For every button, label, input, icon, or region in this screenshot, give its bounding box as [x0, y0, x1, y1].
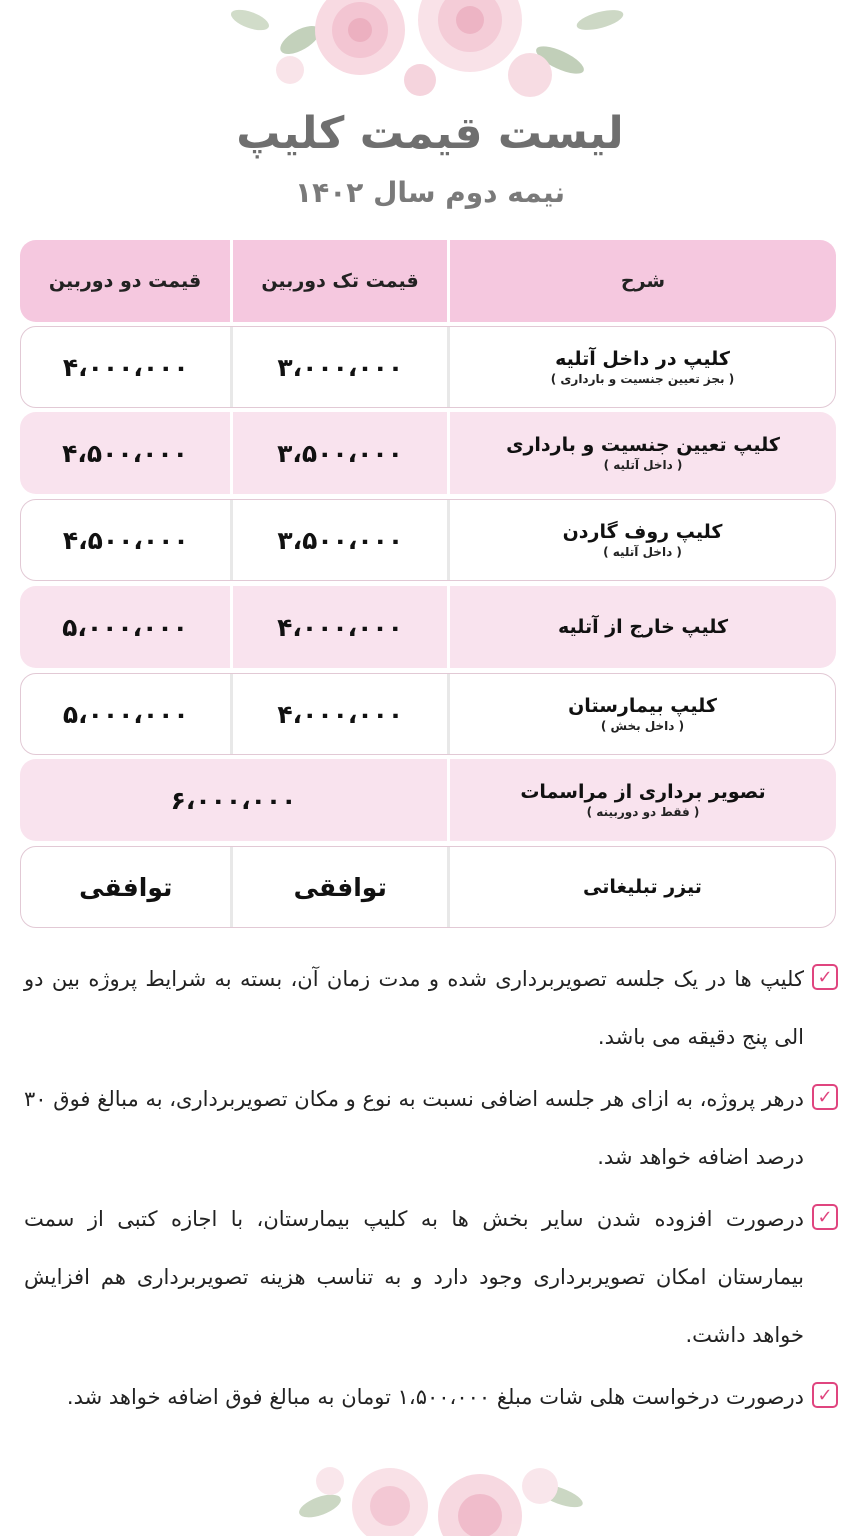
double-camera-price: ۵،۰۰۰،۰۰۰: [62, 699, 189, 729]
row-title: کلیپ روف گاردن: [562, 521, 723, 543]
single-camera-price: ۴،۰۰۰،۰۰۰: [230, 586, 450, 668]
checkbox-checked-icon: ✓: [812, 964, 838, 990]
list-item: [18, 1190, 838, 1364]
table-row: [20, 586, 836, 668]
row-title: تصویر برداری از مراسمات: [520, 781, 766, 803]
list-item: [18, 1070, 838, 1186]
note-text: درهر پروژه، به ازای هر جلسه اضافی نسبت به نوع و مکان تصویربرداری، به مبالغ فوق ۳۰ درصد اضافه خواهد شد.: [24, 1087, 804, 1169]
table-row: [20, 412, 836, 494]
notes-list: [18, 950, 838, 1430]
row-note: ( بجز تعیین جنسیت و بارداری ): [550, 372, 735, 386]
note-text: درصورت درخواست هلی شات مبلغ ۱،۵۰۰،۰۰۰ تومان به مبالغ فوق اضافه خواهد شد.: [66, 1385, 804, 1409]
checkbox-checked-icon: ✓: [812, 1204, 838, 1230]
row-note: ( داخل بخش ): [600, 719, 685, 733]
table-row: [20, 499, 836, 581]
flower-bouquet-icon: [0, 0, 860, 110]
table-header-row: [20, 240, 836, 322]
double-camera-price: ۴،۰۰۰،۰۰۰: [62, 352, 189, 382]
double-camera-price: ۴،۵۰۰،۰۰۰: [62, 438, 188, 468]
page-subtitle: نیمه دوم سال ۱۴۰۲: [295, 176, 565, 209]
single-camera-price: ۳،۰۰۰،۰۰۰: [230, 327, 449, 407]
row-description: [450, 586, 836, 668]
row-title: کلیپ بیمارستان: [568, 695, 717, 717]
row-note: ( داخل آتلیه ): [603, 458, 683, 472]
row-title: کلیپ خارج از آتلیه: [557, 616, 729, 638]
single-camera-price: ۳،۵۰۰،۰۰۰: [230, 412, 450, 494]
merged-price: ۶،۰۰۰،۰۰۰: [20, 759, 450, 841]
single-camera-price: ۳،۵۰۰،۰۰۰: [230, 500, 449, 580]
row-title: کلیپ تعیین جنسیت و بارداری: [506, 434, 780, 456]
table-row: [20, 759, 836, 841]
checkbox-checked-icon: ✓: [812, 1084, 838, 1110]
column-header-double-camera: قیمت دو دوربین: [48, 270, 202, 292]
double-camera-price: توافقی: [79, 872, 173, 902]
row-description: [450, 847, 835, 927]
single-camera-price: توافقی: [230, 847, 449, 927]
column-header-single-camera: قیمت تک دوربین: [230, 240, 450, 322]
double-camera-price: ۴،۵۰۰،۰۰۰: [62, 525, 189, 555]
row-title: تیزر تبلیغاتی: [583, 876, 702, 898]
row-description: [450, 327, 835, 407]
row-note: ( فقط دو دوربینه ): [586, 805, 700, 819]
list-item: [18, 1368, 838, 1426]
row-note: ( داخل آتلیه ): [603, 545, 682, 559]
row-description: [450, 412, 836, 494]
table-row: [20, 673, 836, 755]
flower-bouquet-icon: [0, 1446, 860, 1536]
column-header-description: شرح: [620, 270, 666, 292]
table-row: [20, 326, 836, 408]
note-text: درصورت افزوده شدن سایر بخش ها به کلیپ بیمارستان، با اجازه کتبی از سمت بیمارستان امکان تصویربرداری وجود دارد و به تناسب هزینه تصویربرداری هم افزایش خواهد داشت.: [24, 1207, 804, 1347]
row-description: [450, 759, 836, 841]
checkbox-checked-icon: ✓: [812, 1382, 838, 1408]
double-camera-price: ۵،۰۰۰،۰۰۰: [62, 612, 188, 642]
list-item: [18, 950, 838, 1066]
note-text: کلیپ ها در یک جلسه تصویربرداری شده و مدت زمان آن، بسته به شرایط پروژه بین دو الی پنج دقیقه می باشد.: [24, 967, 804, 1049]
table-row: [20, 846, 836, 928]
row-description: [450, 674, 835, 754]
single-camera-price: ۴،۰۰۰،۰۰۰: [230, 674, 449, 754]
row-title: کلیپ در داخل آتلیه: [555, 348, 730, 370]
row-description: [450, 500, 835, 580]
page-title: لیست قیمت کلیپ: [236, 108, 624, 159]
